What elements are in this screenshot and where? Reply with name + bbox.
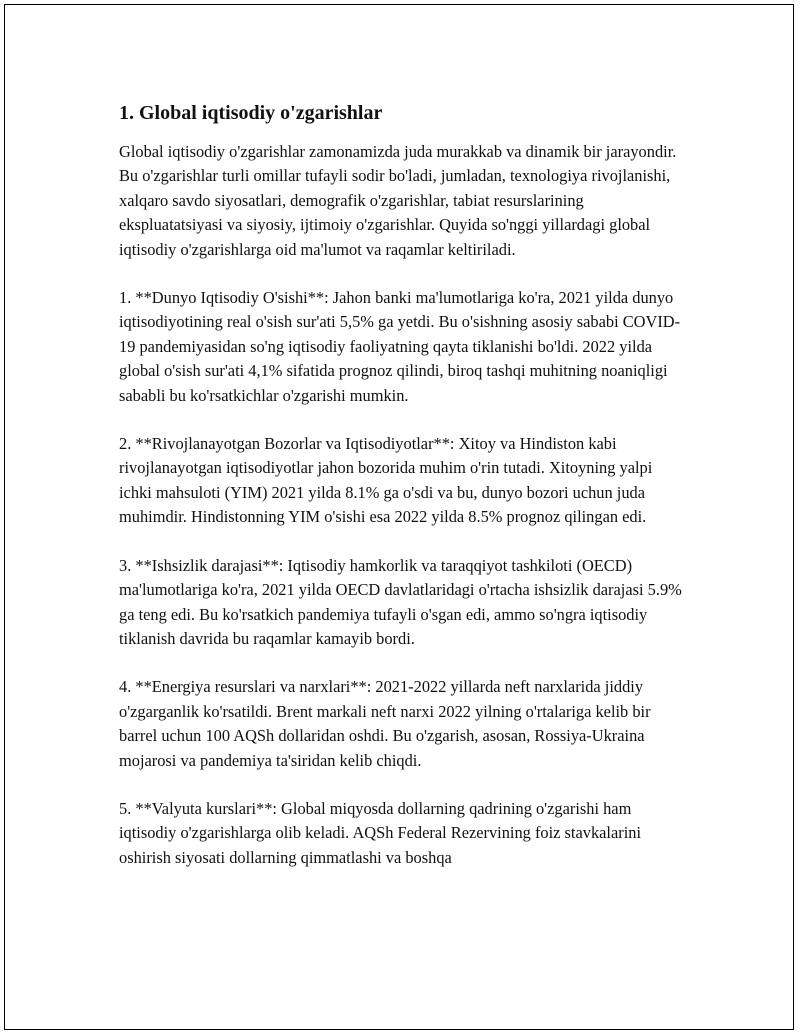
paragraph-currency-rates: 5. **Valyuta kurslari**: Global miqyosda dollarning qadrining o'zgarishi ham iqtisodiy o'zgarishlarga olib keladi. AQSh Federal Rezervining foiz stavkalarini oshirish siyosati dollarning qimmatlashi va boshqa [119,798,642,867]
section-heading: 1. Global iqtisodiy o'zgarishlar [119,102,383,124]
paragraph-world-growth: 1. **Dunyo Iqtisodiy O'sishi**: Jahon banki ma'lumotlariga ko'ra, 2021 yilda dunyo iqtisodiyotining real o'sish sur'ati 5,5% ga yetdi. Bu o'sishning asosiy sababi COVID-19 pandemiyasidan so'ng iqtisodiy faoliyatning qayta tiklanishi bo'ldi. 2022 yilda global o'sish sur'ati 4,1% sifatida prognoz qilindi, biroq tashqi muhitning noaniqligi sababli bu ko'rsatkichlar o'zgarishi mumkin. [119,288,681,405]
document-content [119,100,689,894]
paragraph-energy-prices: 4. **Energiya resurslari va narxlari**: 2021-2022 yillarda neft narxlarida jiddiy o'zgarganlik ko'rsatildi. Brent markali neft narxi 2022 yilning o'rtalariga kelib bir barrel uchun 100 AQSh dollaridan oshdi. Bu o'zgarish, asosan, Rossiya-Ukraina mojarosi va pandemiya ta'siridan kelib chiqdi. [119,677,651,770]
intro-paragraph: Global iqtisodiy o'zgarishlar zamonamizda juda murakkab va dinamik bir jarayondir. Bu o'zgarishlar turli omillar tufayli sodir bo'ladi, jumladan, texnologiya rivojlanishi, xalqaro savdo siyosatlari, demografik o'zgarishlar, tabiat resurslarining ekspluatatsiyasi va siyosiy, ijtimoiy o'zgarishlar. Quyida so'nggi yillardagi global iqtisodiy o'zgarishlarga oid ma'lumot va raqamlar keltiriladi. [119,142,677,259]
paragraph-unemployment: 3. **Ishsizlik darajasi**: Iqtisodiy hamkorlik va taraqqiyot tashkiloti (OECD) ma'lumotlariga ko'ra, 2021 yilda OECD davlatlaridagi o'rtacha ishsizlik darajasi 5.9% ga teng edi. Bu ko'rsatkich pandemiya tufayli o'sgan edi, ammo so'ngra iqtisodiy tiklanish davrida bu raqamlar kamayib bordi. [119,555,682,648]
paragraph-emerging-markets: 2. **Rivojlanayotgan Bozorlar va Iqtisodiyotlar**: Xitoy va Hindiston kabi rivojlanayotgan iqtisodiyotlar jahon bozorida muhim o'rin tutadi. Xitoyning yalpi ichki mahsuloti (YIM) 2021 yilda 8.1% ga o'sdi va bu, dunyo bozori uchun juda muhimdir. Hindistonning YIM o'sishi esa 2022 yilda 8.5% prognoz qilingan edi. [119,434,653,527]
document-page [4,4,794,1030]
